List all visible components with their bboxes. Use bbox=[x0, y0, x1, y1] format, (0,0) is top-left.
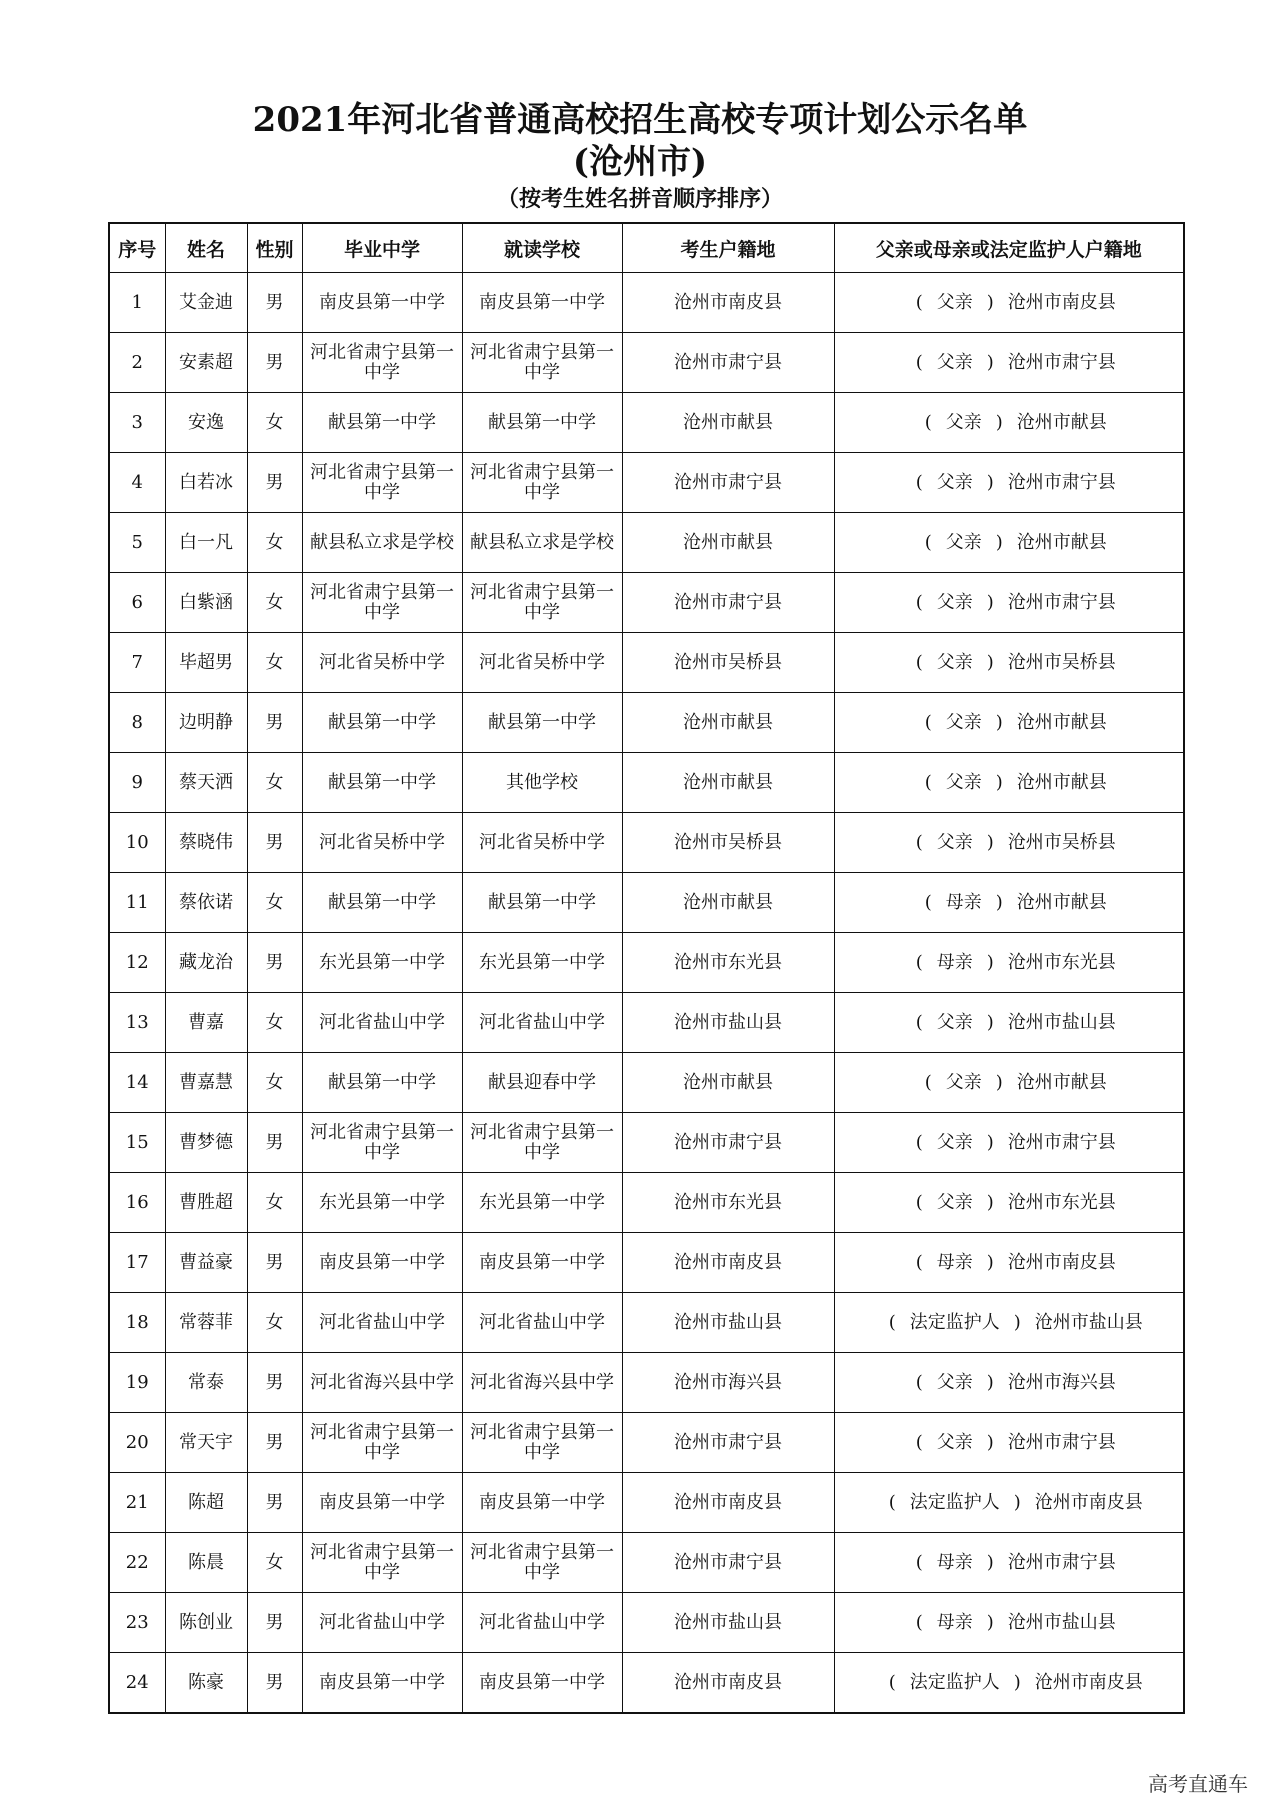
cell-hukou: 沧州市肃宁县 bbox=[622, 1533, 834, 1593]
guardian-relation: 父亲 bbox=[936, 471, 973, 493]
cell-hukou: 沧州市盐山县 bbox=[622, 993, 834, 1053]
cell-grad-school: 东光县第一中学 bbox=[302, 933, 462, 993]
cell-guardian-hukou: ( 母亲 ) 沧州市献县 bbox=[834, 873, 1184, 933]
cell-name: 白若冰 bbox=[165, 453, 247, 513]
table-row bbox=[109, 753, 1184, 813]
header-grad-school: 毕业中学 bbox=[302, 223, 462, 273]
guardian-relation: 母亲 bbox=[936, 951, 973, 973]
cell-no: 9 bbox=[109, 753, 165, 813]
cell-hukou: 沧州市吴桥县 bbox=[622, 633, 834, 693]
cell-gender: 女 bbox=[247, 993, 302, 1053]
cell-grad-school: 河北省海兴县中学 bbox=[302, 1353, 462, 1413]
cell-current-school: 河北省盐山中学 bbox=[462, 1293, 622, 1353]
cell-grad-school: 河北省肃宁县第一中学 bbox=[302, 573, 462, 633]
guardian-hukou-place: 沧州市献县 bbox=[1016, 891, 1107, 913]
guardian-relation: 母亲 bbox=[936, 1611, 973, 1633]
cell-name: 常泰 bbox=[165, 1353, 247, 1413]
cell-grad-school: 河北省肃宁县第一中学 bbox=[302, 333, 462, 393]
cell-name: 常天宇 bbox=[165, 1413, 247, 1473]
header-guardian-hukou: 父亲或母亲或法定监护人户籍地 bbox=[834, 223, 1184, 273]
cell-name: 蔡依诺 bbox=[165, 873, 247, 933]
cell-name: 白紫涵 bbox=[165, 573, 247, 633]
cell-guardian-hukou: ( 母亲 ) 沧州市东光县 bbox=[834, 933, 1184, 993]
cell-current-school: 献县第一中学 bbox=[462, 393, 622, 453]
guardian-relation: 父亲 bbox=[945, 531, 982, 553]
guardian-relation: 父亲 bbox=[945, 711, 982, 733]
cell-name: 艾金迪 bbox=[165, 273, 247, 333]
header-gender: 性别 bbox=[247, 223, 302, 273]
header-hukou: 考生户籍地 bbox=[622, 223, 834, 273]
guardian-hukou-place: 沧州市吴桥县 bbox=[1007, 651, 1116, 673]
header-current-school: 就读学校 bbox=[462, 223, 622, 273]
table-row bbox=[109, 1113, 1184, 1173]
guardian-relation: 母亲 bbox=[945, 891, 982, 913]
guardian-hukou-place: 沧州市南皮县 bbox=[1007, 291, 1116, 313]
cell-current-school: 南皮县第一中学 bbox=[462, 273, 622, 333]
cell-current-school: 河北省盐山中学 bbox=[462, 993, 622, 1053]
cell-guardian-hukou: ( 父亲 ) 沧州市肃宁县 bbox=[834, 333, 1184, 393]
cell-grad-school: 河北省肃宁县第一中学 bbox=[302, 453, 462, 513]
cell-no: 4 bbox=[109, 453, 165, 513]
cell-gender: 男 bbox=[247, 813, 302, 873]
cell-grad-school: 东光县第一中学 bbox=[302, 1173, 462, 1233]
cell-hukou: 沧州市盐山县 bbox=[622, 1293, 834, 1353]
guardian-hukou-place: 沧州市盐山县 bbox=[1007, 1611, 1116, 1633]
cell-hukou: 沧州市东光县 bbox=[622, 1173, 834, 1233]
guardian-relation: 父亲 bbox=[936, 291, 973, 313]
cell-guardian-hukou: ( 父亲 ) 沧州市献县 bbox=[834, 513, 1184, 573]
cell-grad-school: 河北省盐山中学 bbox=[302, 1593, 462, 1653]
cell-no: 5 bbox=[109, 513, 165, 573]
cell-guardian-hukou: ( 父亲 ) 沧州市肃宁县 bbox=[834, 1413, 1184, 1473]
cell-current-school: 河北省肃宁县第一中学 bbox=[462, 333, 622, 393]
cell-guardian-hukou: ( 父亲 ) 沧州市盐山县 bbox=[834, 993, 1184, 1053]
cell-guardian-hukou: ( 父亲 ) 沧州市献县 bbox=[834, 1053, 1184, 1113]
table-row bbox=[109, 1413, 1184, 1473]
guardian-relation: 母亲 bbox=[936, 1251, 973, 1273]
table-row bbox=[109, 513, 1184, 573]
cell-hukou: 沧州市吴桥县 bbox=[622, 813, 834, 873]
cell-hukou: 沧州市肃宁县 bbox=[622, 1113, 834, 1173]
cell-hukou: 沧州市献县 bbox=[622, 693, 834, 753]
table-row bbox=[109, 1353, 1184, 1413]
cell-gender: 女 bbox=[247, 1173, 302, 1233]
cell-hukou: 沧州市南皮县 bbox=[622, 1233, 834, 1293]
guardian-relation: 父亲 bbox=[936, 1011, 973, 1033]
guardian-relation: 母亲 bbox=[936, 1551, 973, 1573]
cell-hukou: 沧州市南皮县 bbox=[622, 273, 834, 333]
guardian-relation: 父亲 bbox=[936, 831, 973, 853]
cell-no: 15 bbox=[109, 1113, 165, 1173]
cell-guardian-hukou: ( 法定监护人 ) 沧州市南皮县 bbox=[834, 1473, 1184, 1533]
cell-hukou: 沧州市献县 bbox=[622, 393, 834, 453]
cell-current-school: 献县私立求是学校 bbox=[462, 513, 622, 573]
cell-guardian-hukou: ( 父亲 ) 沧州市吴桥县 bbox=[834, 633, 1184, 693]
cell-gender: 女 bbox=[247, 513, 302, 573]
cell-gender: 女 bbox=[247, 873, 302, 933]
table-row bbox=[109, 993, 1184, 1053]
cell-current-school: 献县迎春中学 bbox=[462, 1053, 622, 1113]
cell-name: 曹嘉 bbox=[165, 993, 247, 1053]
guardian-hukou-place: 沧州市肃宁县 bbox=[1007, 471, 1116, 493]
city-subtitle: (沧州市) bbox=[572, 142, 708, 182]
cell-guardian-hukou: ( 父亲 ) 沧州市吴桥县 bbox=[834, 813, 1184, 873]
guardian-relation: 父亲 bbox=[936, 651, 973, 673]
cell-current-school: 河北省海兴县中学 bbox=[462, 1353, 622, 1413]
cell-name: 曹梦德 bbox=[165, 1113, 247, 1173]
cell-hukou: 沧州市东光县 bbox=[622, 933, 834, 993]
cell-name: 曹嘉慧 bbox=[165, 1053, 247, 1113]
cell-hukou: 沧州市盐山县 bbox=[622, 1593, 834, 1653]
guardian-hukou-place: 沧州市肃宁县 bbox=[1007, 591, 1116, 613]
cell-current-school: 南皮县第一中学 bbox=[462, 1233, 622, 1293]
guardian-relation: 父亲 bbox=[936, 1131, 973, 1153]
table-row bbox=[109, 1533, 1184, 1593]
cell-no: 23 bbox=[109, 1593, 165, 1653]
cell-hukou: 沧州市肃宁县 bbox=[622, 453, 834, 513]
cell-no: 7 bbox=[109, 633, 165, 693]
cell-gender: 女 bbox=[247, 1533, 302, 1593]
cell-no: 18 bbox=[109, 1293, 165, 1353]
cell-hukou: 沧州市南皮县 bbox=[622, 1473, 834, 1533]
guardian-relation: 父亲 bbox=[936, 351, 973, 373]
cell-name: 曹胜超 bbox=[165, 1173, 247, 1233]
cell-no: 13 bbox=[109, 993, 165, 1053]
table-row bbox=[109, 1293, 1184, 1353]
cell-name: 陈豪 bbox=[165, 1653, 247, 1714]
cell-guardian-hukou: ( 父亲 ) 沧州市肃宁县 bbox=[834, 573, 1184, 633]
table-row bbox=[109, 1593, 1184, 1653]
guardian-hukou-place: 沧州市肃宁县 bbox=[1007, 1431, 1116, 1453]
cell-gender: 男 bbox=[247, 1653, 302, 1714]
cell-gender: 男 bbox=[247, 693, 302, 753]
cell-guardian-hukou: ( 父亲 ) 沧州市献县 bbox=[834, 693, 1184, 753]
cell-no: 11 bbox=[109, 873, 165, 933]
cell-current-school: 河北省肃宁县第一中学 bbox=[462, 1113, 622, 1173]
cell-grad-school: 河北省肃宁县第一中学 bbox=[302, 1413, 462, 1473]
cell-no: 1 bbox=[109, 273, 165, 333]
cell-no: 16 bbox=[109, 1173, 165, 1233]
table-row bbox=[109, 1053, 1184, 1113]
cell-gender: 女 bbox=[247, 573, 302, 633]
cell-grad-school: 献县第一中学 bbox=[302, 753, 462, 813]
cell-name: 安逸 bbox=[165, 393, 247, 453]
table-row bbox=[109, 333, 1184, 393]
cell-grad-school: 河北省吴桥中学 bbox=[302, 633, 462, 693]
guardian-hukou-place: 沧州市南皮县 bbox=[1007, 1251, 1116, 1273]
cell-hukou: 沧州市献县 bbox=[622, 513, 834, 573]
cell-guardian-hukou: ( 父亲 ) 沧州市肃宁县 bbox=[834, 1113, 1184, 1173]
cell-no: 22 bbox=[109, 1533, 165, 1593]
guardian-relation: 法定监护人 bbox=[909, 1671, 1000, 1693]
table-row bbox=[109, 633, 1184, 693]
cell-grad-school: 献县第一中学 bbox=[302, 393, 462, 453]
cell-name: 白一凡 bbox=[165, 513, 247, 573]
cell-guardian-hukou: ( 母亲 ) 沧州市南皮县 bbox=[834, 1233, 1184, 1293]
cell-guardian-hukou: ( 父亲 ) 沧州市献县 bbox=[834, 753, 1184, 813]
cell-no: 24 bbox=[109, 1653, 165, 1714]
cell-no: 14 bbox=[109, 1053, 165, 1113]
cell-name: 毕超男 bbox=[165, 633, 247, 693]
cell-gender: 男 bbox=[247, 453, 302, 513]
cell-no: 19 bbox=[109, 1353, 165, 1413]
cell-grad-school: 献县第一中学 bbox=[302, 1053, 462, 1113]
cell-guardian-hukou: ( 母亲 ) 沧州市肃宁县 bbox=[834, 1533, 1184, 1593]
guardian-relation: 法定监护人 bbox=[909, 1311, 1000, 1333]
cell-no: 21 bbox=[109, 1473, 165, 1533]
cell-name: 蔡晓伟 bbox=[165, 813, 247, 873]
guardian-hukou-place: 沧州市献县 bbox=[1016, 411, 1107, 433]
table-row bbox=[109, 393, 1184, 453]
cell-grad-school: 河北省肃宁县第一中学 bbox=[302, 1113, 462, 1173]
cell-current-school: 东光县第一中学 bbox=[462, 1173, 622, 1233]
cell-no: 8 bbox=[109, 693, 165, 753]
cell-hukou: 沧州市献县 bbox=[622, 1053, 834, 1113]
guardian-hukou-place: 沧州市东光县 bbox=[1007, 1191, 1116, 1213]
guardian-hukou-place: 沧州市献县 bbox=[1016, 771, 1107, 793]
page-title: 2021年河北省普通高校招生高校专项计划公示名单 bbox=[252, 100, 1028, 140]
cell-guardian-hukou: ( 法定监护人 ) 沧州市盐山县 bbox=[834, 1293, 1184, 1353]
cell-hukou: 沧州市献县 bbox=[622, 873, 834, 933]
table-row bbox=[109, 573, 1184, 633]
cell-grad-school: 献县私立求是学校 bbox=[302, 513, 462, 573]
cell-name: 陈创业 bbox=[165, 1593, 247, 1653]
cell-guardian-hukou: ( 法定监护人 ) 沧州市南皮县 bbox=[834, 1653, 1184, 1714]
cell-gender: 男 bbox=[247, 1593, 302, 1653]
guardian-hukou-place: 沧州市献县 bbox=[1016, 711, 1107, 733]
cell-no: 20 bbox=[109, 1413, 165, 1473]
cell-name: 边明静 bbox=[165, 693, 247, 753]
guardian-hukou-place: 沧州市南皮县 bbox=[1034, 1671, 1143, 1693]
cell-guardian-hukou: ( 父亲 ) 沧州市献县 bbox=[834, 393, 1184, 453]
cell-current-school: 河北省肃宁县第一中学 bbox=[462, 1413, 622, 1473]
cell-grad-school: 河北省吴桥中学 bbox=[302, 813, 462, 873]
cell-current-school: 东光县第一中学 bbox=[462, 933, 622, 993]
roster-table bbox=[108, 222, 1185, 1714]
cell-name: 安素超 bbox=[165, 333, 247, 393]
cell-grad-school: 南皮县第一中学 bbox=[302, 273, 462, 333]
guardian-relation: 父亲 bbox=[936, 1191, 973, 1213]
guardian-hukou-place: 沧州市肃宁县 bbox=[1007, 351, 1116, 373]
cell-hukou: 沧州市南皮县 bbox=[622, 1653, 834, 1714]
cell-no: 10 bbox=[109, 813, 165, 873]
table-row bbox=[109, 273, 1184, 333]
header-name: 姓名 bbox=[165, 223, 247, 273]
guardian-relation: 父亲 bbox=[936, 1431, 973, 1453]
header-no: 序号 bbox=[109, 223, 165, 273]
table-row bbox=[109, 1653, 1184, 1714]
table-body bbox=[109, 273, 1184, 1714]
table-row bbox=[109, 693, 1184, 753]
guardian-relation: 父亲 bbox=[936, 1371, 973, 1393]
cell-grad-school: 河北省盐山中学 bbox=[302, 993, 462, 1053]
guardian-hukou-place: 沧州市吴桥县 bbox=[1007, 831, 1116, 853]
table-row bbox=[109, 1233, 1184, 1293]
cell-current-school: 献县第一中学 bbox=[462, 873, 622, 933]
cell-gender: 女 bbox=[247, 393, 302, 453]
cell-current-school: 其他学校 bbox=[462, 753, 622, 813]
cell-current-school: 河北省吴桥中学 bbox=[462, 633, 622, 693]
cell-gender: 男 bbox=[247, 1233, 302, 1293]
cell-grad-school: 南皮县第一中学 bbox=[302, 1233, 462, 1293]
cell-gender: 女 bbox=[247, 1293, 302, 1353]
cell-gender: 女 bbox=[247, 1053, 302, 1113]
cell-hukou: 沧州市肃宁县 bbox=[622, 573, 834, 633]
cell-no: 17 bbox=[109, 1233, 165, 1293]
table-row bbox=[109, 453, 1184, 513]
cell-grad-school: 献县第一中学 bbox=[302, 873, 462, 933]
cell-hukou: 沧州市献县 bbox=[622, 753, 834, 813]
cell-grad-school: 南皮县第一中学 bbox=[302, 1473, 462, 1533]
guardian-hukou-place: 沧州市东光县 bbox=[1007, 951, 1116, 973]
guardian-hukou-place: 沧州市肃宁县 bbox=[1007, 1551, 1116, 1573]
cell-hukou: 沧州市海兴县 bbox=[622, 1353, 834, 1413]
cell-grad-school: 献县第一中学 bbox=[302, 693, 462, 753]
table-row bbox=[109, 813, 1184, 873]
guardian-hukou-place: 沧州市盐山县 bbox=[1007, 1011, 1116, 1033]
table-row bbox=[109, 1173, 1184, 1233]
cell-gender: 女 bbox=[247, 633, 302, 693]
cell-grad-school: 河北省肃宁县第一中学 bbox=[302, 1533, 462, 1593]
table-row bbox=[109, 1473, 1184, 1533]
cell-hukou: 沧州市肃宁县 bbox=[622, 1413, 834, 1473]
cell-no: 3 bbox=[109, 393, 165, 453]
cell-guardian-hukou: ( 父亲 ) 沧州市肃宁县 bbox=[834, 453, 1184, 513]
cell-current-school: 河北省肃宁县第一中学 bbox=[462, 573, 622, 633]
cell-no: 2 bbox=[109, 333, 165, 393]
cell-name: 陈超 bbox=[165, 1473, 247, 1533]
guardian-relation: 父亲 bbox=[936, 591, 973, 613]
table-row bbox=[109, 873, 1184, 933]
guardian-hukou-place: 沧州市南皮县 bbox=[1034, 1491, 1143, 1513]
cell-name: 陈晨 bbox=[165, 1533, 247, 1593]
cell-gender: 男 bbox=[247, 1473, 302, 1533]
cell-gender: 男 bbox=[247, 1353, 302, 1413]
cell-gender: 男 bbox=[247, 933, 302, 993]
cell-name: 曹益豪 bbox=[165, 1233, 247, 1293]
guardian-hukou-place: 沧州市献县 bbox=[1016, 531, 1107, 553]
guardian-hukou-place: 沧州市献县 bbox=[1016, 1071, 1107, 1093]
cell-current-school: 南皮县第一中学 bbox=[462, 1473, 622, 1533]
cell-gender: 男 bbox=[247, 1413, 302, 1473]
cell-current-school: 河北省盐山中学 bbox=[462, 1593, 622, 1653]
cell-guardian-hukou: ( 父亲 ) 沧州市海兴县 bbox=[834, 1353, 1184, 1413]
cell-current-school: 献县第一中学 bbox=[462, 693, 622, 753]
guardian-relation: 父亲 bbox=[945, 411, 982, 433]
cell-current-school: 南皮县第一中学 bbox=[462, 1653, 622, 1714]
cell-no: 12 bbox=[109, 933, 165, 993]
cell-gender: 男 bbox=[247, 333, 302, 393]
sort-note: （按考生姓名拼音顺序排序） bbox=[496, 186, 783, 212]
cell-name: 常蓉菲 bbox=[165, 1293, 247, 1353]
cell-current-school: 河北省肃宁县第一中学 bbox=[462, 453, 622, 513]
cell-name: 藏龙治 bbox=[165, 933, 247, 993]
guardian-relation: 法定监护人 bbox=[909, 1491, 1000, 1513]
guardian-hukou-place: 沧州市海兴县 bbox=[1007, 1371, 1116, 1393]
guardian-relation: 父亲 bbox=[945, 771, 982, 793]
cell-gender: 女 bbox=[247, 753, 302, 813]
guardian-relation: 父亲 bbox=[945, 1071, 982, 1093]
cell-guardian-hukou: ( 父亲 ) 沧州市东光县 bbox=[834, 1173, 1184, 1233]
cell-grad-school: 河北省盐山中学 bbox=[302, 1293, 462, 1353]
cell-guardian-hukou: ( 父亲 ) 沧州市南皮县 bbox=[834, 273, 1184, 333]
guardian-hukou-place: 沧州市肃宁县 bbox=[1007, 1131, 1116, 1153]
cell-hukou: 沧州市肃宁县 bbox=[622, 333, 834, 393]
watermark-text: 高考直通车 bbox=[1148, 1772, 1248, 1796]
cell-guardian-hukou: ( 母亲 ) 沧州市盐山县 bbox=[834, 1593, 1184, 1653]
guardian-hukou-place: 沧州市盐山县 bbox=[1034, 1311, 1143, 1333]
cell-grad-school: 南皮县第一中学 bbox=[302, 1653, 462, 1714]
cell-current-school: 河北省肃宁县第一中学 bbox=[462, 1533, 622, 1593]
cell-current-school: 河北省吴桥中学 bbox=[462, 813, 622, 873]
table-header-row bbox=[109, 223, 1184, 273]
cell-gender: 男 bbox=[247, 273, 302, 333]
table-row bbox=[109, 933, 1184, 993]
cell-no: 6 bbox=[109, 573, 165, 633]
cell-gender: 男 bbox=[247, 1113, 302, 1173]
cell-name: 蔡天洒 bbox=[165, 753, 247, 813]
